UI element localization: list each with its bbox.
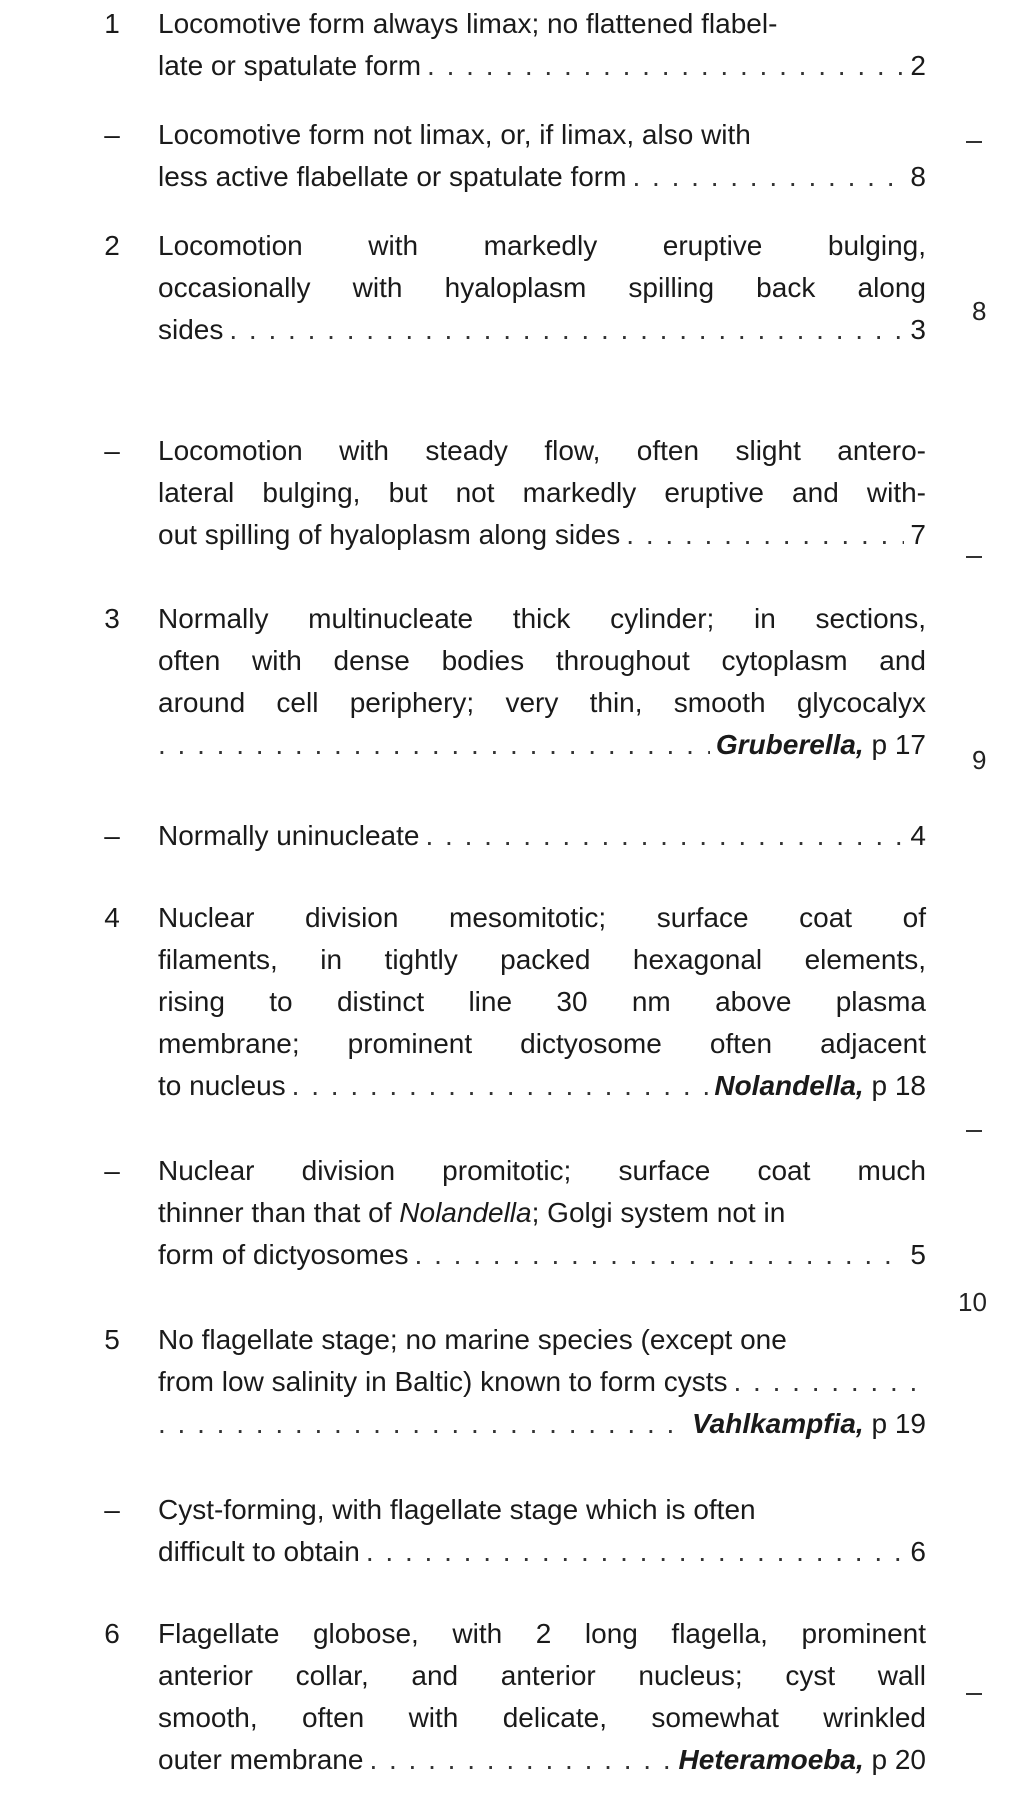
entry-line: Nuclear division mesomitotic; surface coat of — [158, 902, 926, 933]
entry-text — [158, 225, 926, 351]
margin-number: 9 — [972, 745, 987, 775]
entry-text — [158, 815, 926, 857]
leader-dots — [425, 815, 904, 857]
lead-text: Normally uninucleate — [158, 820, 420, 851]
lead-reference: 5 — [910, 1239, 926, 1270]
lead-reference — [714, 1065, 926, 1107]
entry-line: occasionally with hyaloplasm spilling back along — [158, 272, 926, 303]
leader-dots — [415, 1234, 905, 1276]
page-reference: p 20 — [871, 1744, 926, 1775]
lead-reference — [679, 1739, 926, 1781]
entry-lead-line — [158, 514, 926, 556]
lead-text: outer membrane — [158, 1744, 364, 1775]
entry-lead-line — [158, 1531, 926, 1573]
lead-reference: 2 — [910, 50, 926, 81]
couplet-number: 2 — [104, 230, 120, 261]
entry-text — [158, 1319, 926, 1445]
leader-dots — [734, 1361, 921, 1403]
couplet-number: 3 — [104, 603, 120, 634]
entry-line: anterior collar, and anterior nucleus; cyst wall — [158, 1660, 926, 1691]
lead-text: difficult to obtain — [158, 1536, 360, 1567]
lead-reference — [692, 1403, 926, 1445]
italic-genus: Nolandella — [399, 1197, 532, 1228]
lead-reference: 4 — [910, 820, 926, 851]
entry-line: Cyst-forming, with flagellate stage which is often — [158, 1494, 756, 1525]
entry-mixed-line — [158, 1192, 926, 1234]
entry-text — [158, 598, 926, 766]
leader-dots — [292, 1065, 709, 1107]
couplet-dash: – — [104, 820, 120, 851]
couplet-dash: – — [104, 119, 120, 150]
lead-text: to nucleus — [158, 1070, 286, 1101]
entry-line: Nuclear division promitotic; surface coat much — [158, 1155, 926, 1186]
leader-dots — [229, 309, 904, 351]
lead-reference — [716, 724, 926, 766]
couplet-dash: – — [104, 1155, 120, 1186]
entry-line: Locomotive form always limax; no flattened flabel- — [158, 8, 778, 39]
entry-lead-line — [158, 309, 926, 351]
entry-lead-line — [158, 156, 926, 198]
entry-lead-line — [158, 724, 926, 766]
entry-text — [158, 1150, 926, 1276]
couplet-number: 6 — [104, 1618, 120, 1649]
entry-text — [158, 1613, 926, 1781]
genus-name: Vahlkampfia, — [692, 1408, 864, 1439]
lead-text: form of dictyosomes — [158, 1239, 409, 1270]
entry-text — [158, 897, 926, 1107]
page-reference: p 19 — [871, 1408, 926, 1439]
lead-reference: 7 — [910, 519, 926, 550]
margin-number: 8 — [972, 296, 987, 326]
entry-line: around cell periphery; very thin, smooth glycocalyx — [158, 687, 926, 718]
genus-name: Nolandella, — [714, 1070, 864, 1101]
lead-text: late or spatulate form — [158, 50, 422, 81]
entry-lead-line — [158, 815, 926, 857]
entry-line: lateral bulging, but not markedly eruptive and with- — [158, 477, 926, 508]
entry-lead-line — [158, 1361, 926, 1403]
leader-dots — [427, 45, 904, 87]
page-reference: p 17 — [871, 729, 926, 760]
margin-dash-mark — [966, 1130, 982, 1132]
couplet-number: 4 — [104, 902, 120, 933]
genus-name: Heteramoeba, — [678, 1744, 864, 1775]
entry-text — [158, 430, 926, 556]
entry-line: No flagellate stage; no marine species (except one — [158, 1324, 787, 1355]
lead-reference: 6 — [910, 1536, 926, 1567]
entry-text — [158, 114, 926, 198]
entry-line: filaments, in tightly packed hexagonal elements, — [158, 944, 926, 975]
leader-dots — [158, 1403, 686, 1445]
entry-line: Normally multinucleate thick cylinder; in sections, — [158, 603, 926, 634]
leader-dots — [366, 1531, 905, 1573]
entry-line: rising to distinct line 30 nm above plasma — [158, 986, 926, 1017]
entry-lead-line — [158, 1739, 926, 1781]
text-after: ; Golgi system not in — [531, 1197, 786, 1228]
couplet-number: 5 — [104, 1324, 120, 1355]
text-before: thinner than that of — [158, 1197, 400, 1228]
entry-text — [158, 3, 926, 87]
couplet-dash: – — [104, 435, 120, 466]
margin-dash-mark — [966, 1693, 982, 1695]
leader-dots — [158, 724, 710, 766]
lead-text: less active flabellate or spatulate form — [158, 161, 627, 192]
lead-text: sides — [158, 314, 224, 345]
lead-text: out spilling of hyaloplasm along sides — [158, 519, 621, 550]
entry-lead-line — [158, 1403, 926, 1445]
page-reference: p 18 — [871, 1070, 926, 1101]
entry-lead-line — [158, 1234, 926, 1276]
margin-dash-mark — [966, 556, 982, 558]
couplet-dash: – — [104, 1494, 120, 1525]
margin-number: 10 — [958, 1287, 987, 1317]
leader-dots — [369, 1739, 672, 1781]
entry-line: membrane; prominent dictyosome often adjacent — [158, 1028, 926, 1059]
entry-line: Locomotive form not limax, or, if limax, also with — [158, 119, 751, 150]
entry-text — [158, 1489, 926, 1573]
couplet-number: 1 — [104, 8, 120, 39]
lead-reference: 8 — [910, 161, 926, 192]
entry-lead-line — [158, 1065, 926, 1107]
leader-dots — [626, 514, 904, 556]
entry-line: smooth, often with delicate, somewhat wrinkled — [158, 1702, 926, 1733]
entry-line: Locomotion with steady flow, often slight antero- — [158, 435, 926, 466]
genus-name: Gruberella, — [715, 729, 864, 760]
entry-line: often with dense bodies throughout cytoplasm and — [158, 645, 926, 676]
entry-line: Flagellate globose, with 2 long flagella, prominent — [158, 1618, 926, 1649]
lead-reference: 3 — [910, 314, 926, 345]
entry-line: Locomotion with markedly eruptive bulging, — [158, 230, 926, 261]
lead-text: from low salinity in Baltic) known to form cysts — [158, 1366, 728, 1397]
entry-lead-line — [158, 45, 926, 87]
leader-dots — [632, 156, 904, 198]
margin-dash-mark — [966, 141, 982, 143]
